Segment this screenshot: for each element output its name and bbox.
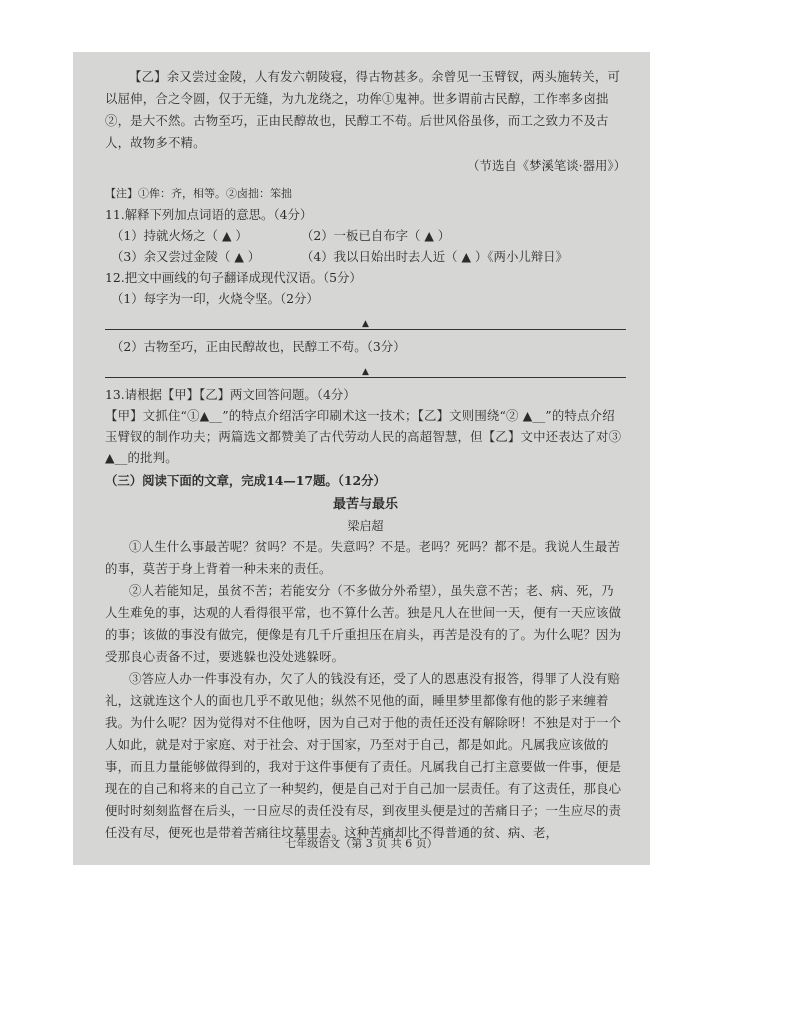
- article-author: 梁启超: [347, 519, 384, 533]
- q12-sentence-1: （1）每字为一印，火烧令坚。（2分）: [111, 291, 319, 306]
- passage-yi-text: 【乙】余又尝过金陵，人有发六朝陵寝，得古物甚多。余曾见一玉臂钗，两头施转关，可以屈伸，合之令圆，仅于无缝，为九龙绕之，功侔①鬼神。世多谓前古民醇，工作率多卤拙②，是大不然。古物至巧，正由民醇故也，民醇工不苟。后世风俗虽侈，而工之致力不及古人，故物多不精。: [105, 69, 621, 150]
- annotation-note: 【注】①侔：齐，相等。②卤拙：笨拙: [105, 187, 292, 200]
- q11-item-2: （2）一板已自布字（ ▲ ）: [301, 228, 451, 243]
- question-12-title: 12.把文中画线的句子翻译成现代汉语。（5分）: [105, 270, 362, 285]
- q11-item-1: （1）持就火炀之（ ▲ ）: [111, 228, 248, 243]
- article-title: 最苦与最乐: [332, 497, 398, 512]
- passage-yi: [105, 66, 626, 154]
- section-3-heading: （三）阅读下面的文章，完成14—17题。（12分）: [105, 473, 386, 488]
- article-paragraph-1: ①人生什么事最苦呢？贫吗？不是。失意吗？不是。老吗？死吗？都不是。我说人生最苦的事，莫苦于身上背着一种未来的责任。: [105, 539, 621, 576]
- article-paragraph-2: ②人若能知足，虽贫不苦；若能安分（不多做分外希望），虽失意不苦；老、病、死，乃人生难免的事，达观的人看得很平常，也不算什么苦。独是凡人在世间一天，便有一天应该做的事；该做的事没有做完，便像是有几千斤重担压在肩头，再苦是没有的了。为什么呢？因为受那良心责备不过，要逃躲也没处逃躲呀。: [105, 583, 622, 664]
- answer-line-1: [105, 311, 626, 330]
- question-13-body: 【甲】文抓住“①▲__”的特点介绍活字印刷术这一技术；【乙】文则围绕“② ▲__”的特点介绍玉臂钗的制作功夫；两篇选文都赞美了古代劳动人民的高超智慧，但【乙】文中还表达了对③ ▲__的批判。: [105, 408, 622, 465]
- question-13-title: 13.请根据【甲】【乙】两文回答问题。（4分）: [105, 387, 356, 402]
- passage-source: （节选自《梦溪笔谈·器用》）: [467, 158, 626, 173]
- q11-item-4: （4）我以日始出时去人近（ ▲ ）《两小儿辩日》: [301, 249, 568, 264]
- scanned-page: [73, 52, 650, 865]
- question-11-items: [105, 225, 626, 267]
- q12-sentence-2: （2）古物至巧，正由民醇故也，民醇工不苟。（3分）: [111, 339, 406, 354]
- answer-mark: ▲: [362, 319, 369, 329]
- answer-mark: ▲: [362, 367, 369, 377]
- article-paragraph-3: ③答应人办一件事没有办，欠了人的钱没有还，受了人的恩惠没有报答，得罪了人没有赔礼，这就连这个人的面也几乎不敢见他；纵然不见他的面，睡里梦里都像有他的影子来缠着我。为什么呢？因为觉得对不住他呀，因为自己对于他的责任还没有解除呀！不独是对于一个人如此，就是对于家庭、对于社会、对于国家，乃至对于自己，都是如此。凡属我应该做的事，而且力量能够做得到的，我对于这件事便有了责任。凡属我自己打主意要做一件事，便是现在的自己和将来的自己立了一种契约，便是自己对于自己加一层责任。有了这责任，那良心便时时刻刻监督在后头，一日应尽的责任没有尽，到夜里头便是过的苦痛日子；一生应尽的责任没有尽，便死也是带着苦痛往坟墓里去。这种苦痛却比不得普通的贫、病、老，: [105, 671, 622, 840]
- question-11-title: 11.解释下列加点词语的意思。（4分）: [105, 207, 313, 222]
- page-footer: 七年级语文（第 3 页 共 6 页）: [285, 837, 438, 850]
- q11-item-3: （3）余又尝过金陵（ ▲ ）: [111, 249, 261, 264]
- answer-line-2: [105, 359, 626, 378]
